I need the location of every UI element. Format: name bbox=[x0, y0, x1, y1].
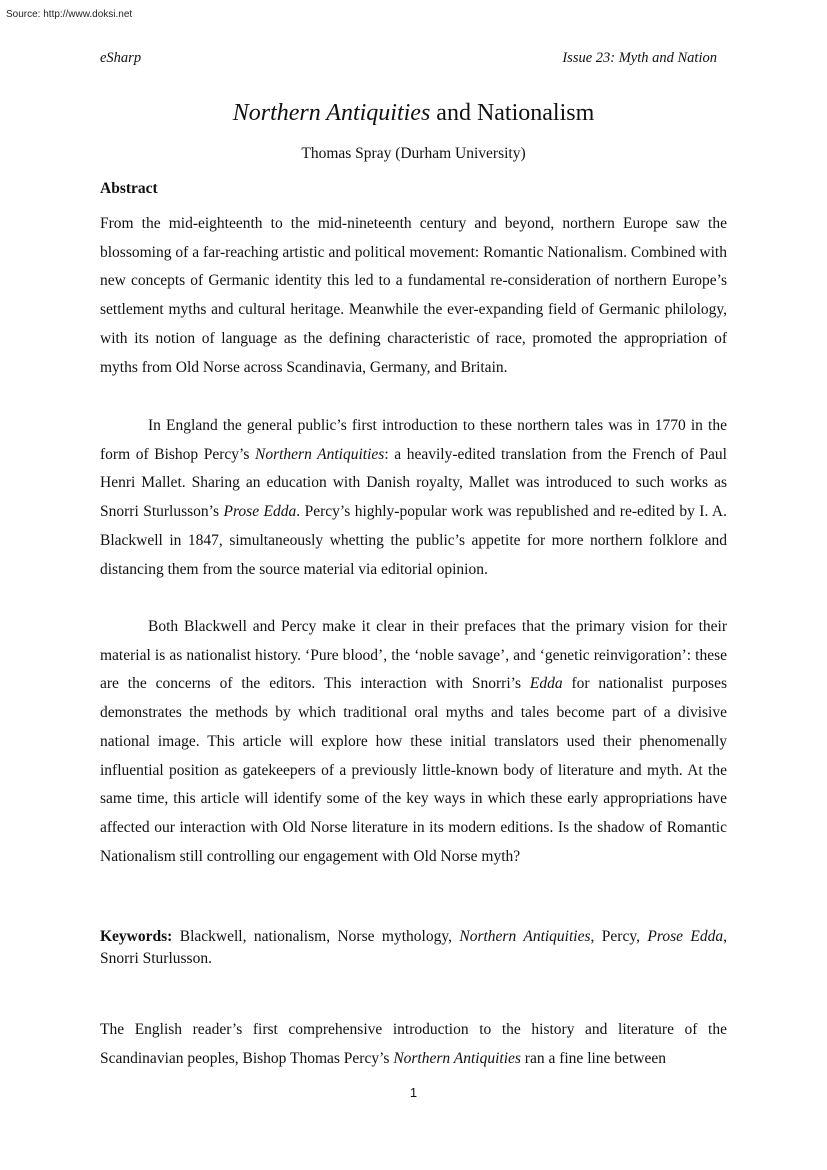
keywords-label: Keywords: bbox=[100, 928, 173, 945]
keywords bbox=[100, 926, 727, 970]
text-run: . Percy’s highly-popular work was republished and re-edited by I. A. Blackwell in 1847, simultaneously whetting the public’s appetite for more northern folklore and distancing them from the source material via editorial opinion. bbox=[100, 503, 728, 578]
italic-run: Prose Edda bbox=[223, 503, 297, 521]
italic-run: Prose Edda bbox=[647, 928, 724, 945]
journal-name: eSharp bbox=[100, 50, 142, 66]
author-line: Thomas Spray (Durham University) bbox=[301, 145, 526, 162]
source-url: Source: http://www.doksi.net bbox=[6, 9, 133, 20]
italic-run: Northern Antiquities bbox=[255, 445, 385, 463]
body-paragraph-1 bbox=[100, 1016, 727, 1073]
title-italic-part: Northern Antiquities bbox=[232, 100, 431, 126]
text-run: ran a fine line between bbox=[520, 1049, 666, 1067]
title-rest: and Nationalism bbox=[430, 100, 595, 126]
issue-label: Issue 23: Myth and Nation bbox=[562, 50, 717, 66]
italic-run: Northern Antiquities bbox=[459, 928, 591, 945]
text-run: The English reader’s first comprehensive introduction to the history and literature of the Scandinavian peoples, Bishop Thomas Percy’s bbox=[100, 1021, 727, 1067]
italic-run: Edda bbox=[529, 675, 563, 693]
page-number: 1 bbox=[409, 1085, 418, 1100]
text-run: for nationalist purposes demonstrates the methods by which traditional oral myths and tales become part of a divisive national image. This article will explore how these initial translators used their phenomenally influential position as gatekeepers of a previously little-known body of literature and myth. At the same time, this article will identify some of the key ways in which these early appropriations have affected our interaction with Old Norse literature in its modern editions. Is the shadow of Romantic Nationalism still controlling our engagement with Old Norse myth? bbox=[100, 675, 727, 865]
abstract-paragraph-3 bbox=[100, 613, 727, 871]
text-run: In England the general public’s first introduction to these northern tales was in 1770 in the form of Bishop Percy’s bbox=[100, 417, 727, 463]
text-run: Blackwell, nationalism, Norse mythology, bbox=[172, 928, 460, 945]
article-title bbox=[0, 100, 827, 127]
abstract-heading: Abstract bbox=[100, 180, 158, 197]
abstract-paragraph-1: From the mid-eighteenth to the mid-nineteenth century and beyond, northern Europe saw the blossoming of a far-reaching artistic and political movement: Romantic Nationalism. Combined with new concepts of Germanic identity this led to a fundamental re-consideration of northern Europe’s settlement myths and cultural heritage. Meanwhile the ever-expanding field of Germanic philology, with its notion of language as the defining characteristic of race, promoted the appropriation of myths from Old Norse across Scandinavia, Germany, and Britain. bbox=[100, 215, 727, 376]
abstract-paragraph-2 bbox=[100, 412, 727, 584]
text-run: , Snorri Sturlusson. bbox=[100, 928, 727, 967]
italic-run: Northern Antiquities bbox=[393, 1049, 521, 1067]
text-run: : a heavily-edited translation from the French of Paul Henri Mallet. Sharing an education with Danish royalty, Mallet was introduced to such works as Snorri Sturlusson’s bbox=[100, 445, 727, 521]
text-run: , Percy, bbox=[590, 928, 648, 945]
text-run: Both Blackwell and Percy make it clear in their prefaces that the primary vision for their material is as nationalist history. ‘Pure blood’, the ‘noble savage’, and ‘genetic reinvigoration’: these are the concerns of the editors. This interaction with Snorri’s bbox=[100, 618, 727, 693]
